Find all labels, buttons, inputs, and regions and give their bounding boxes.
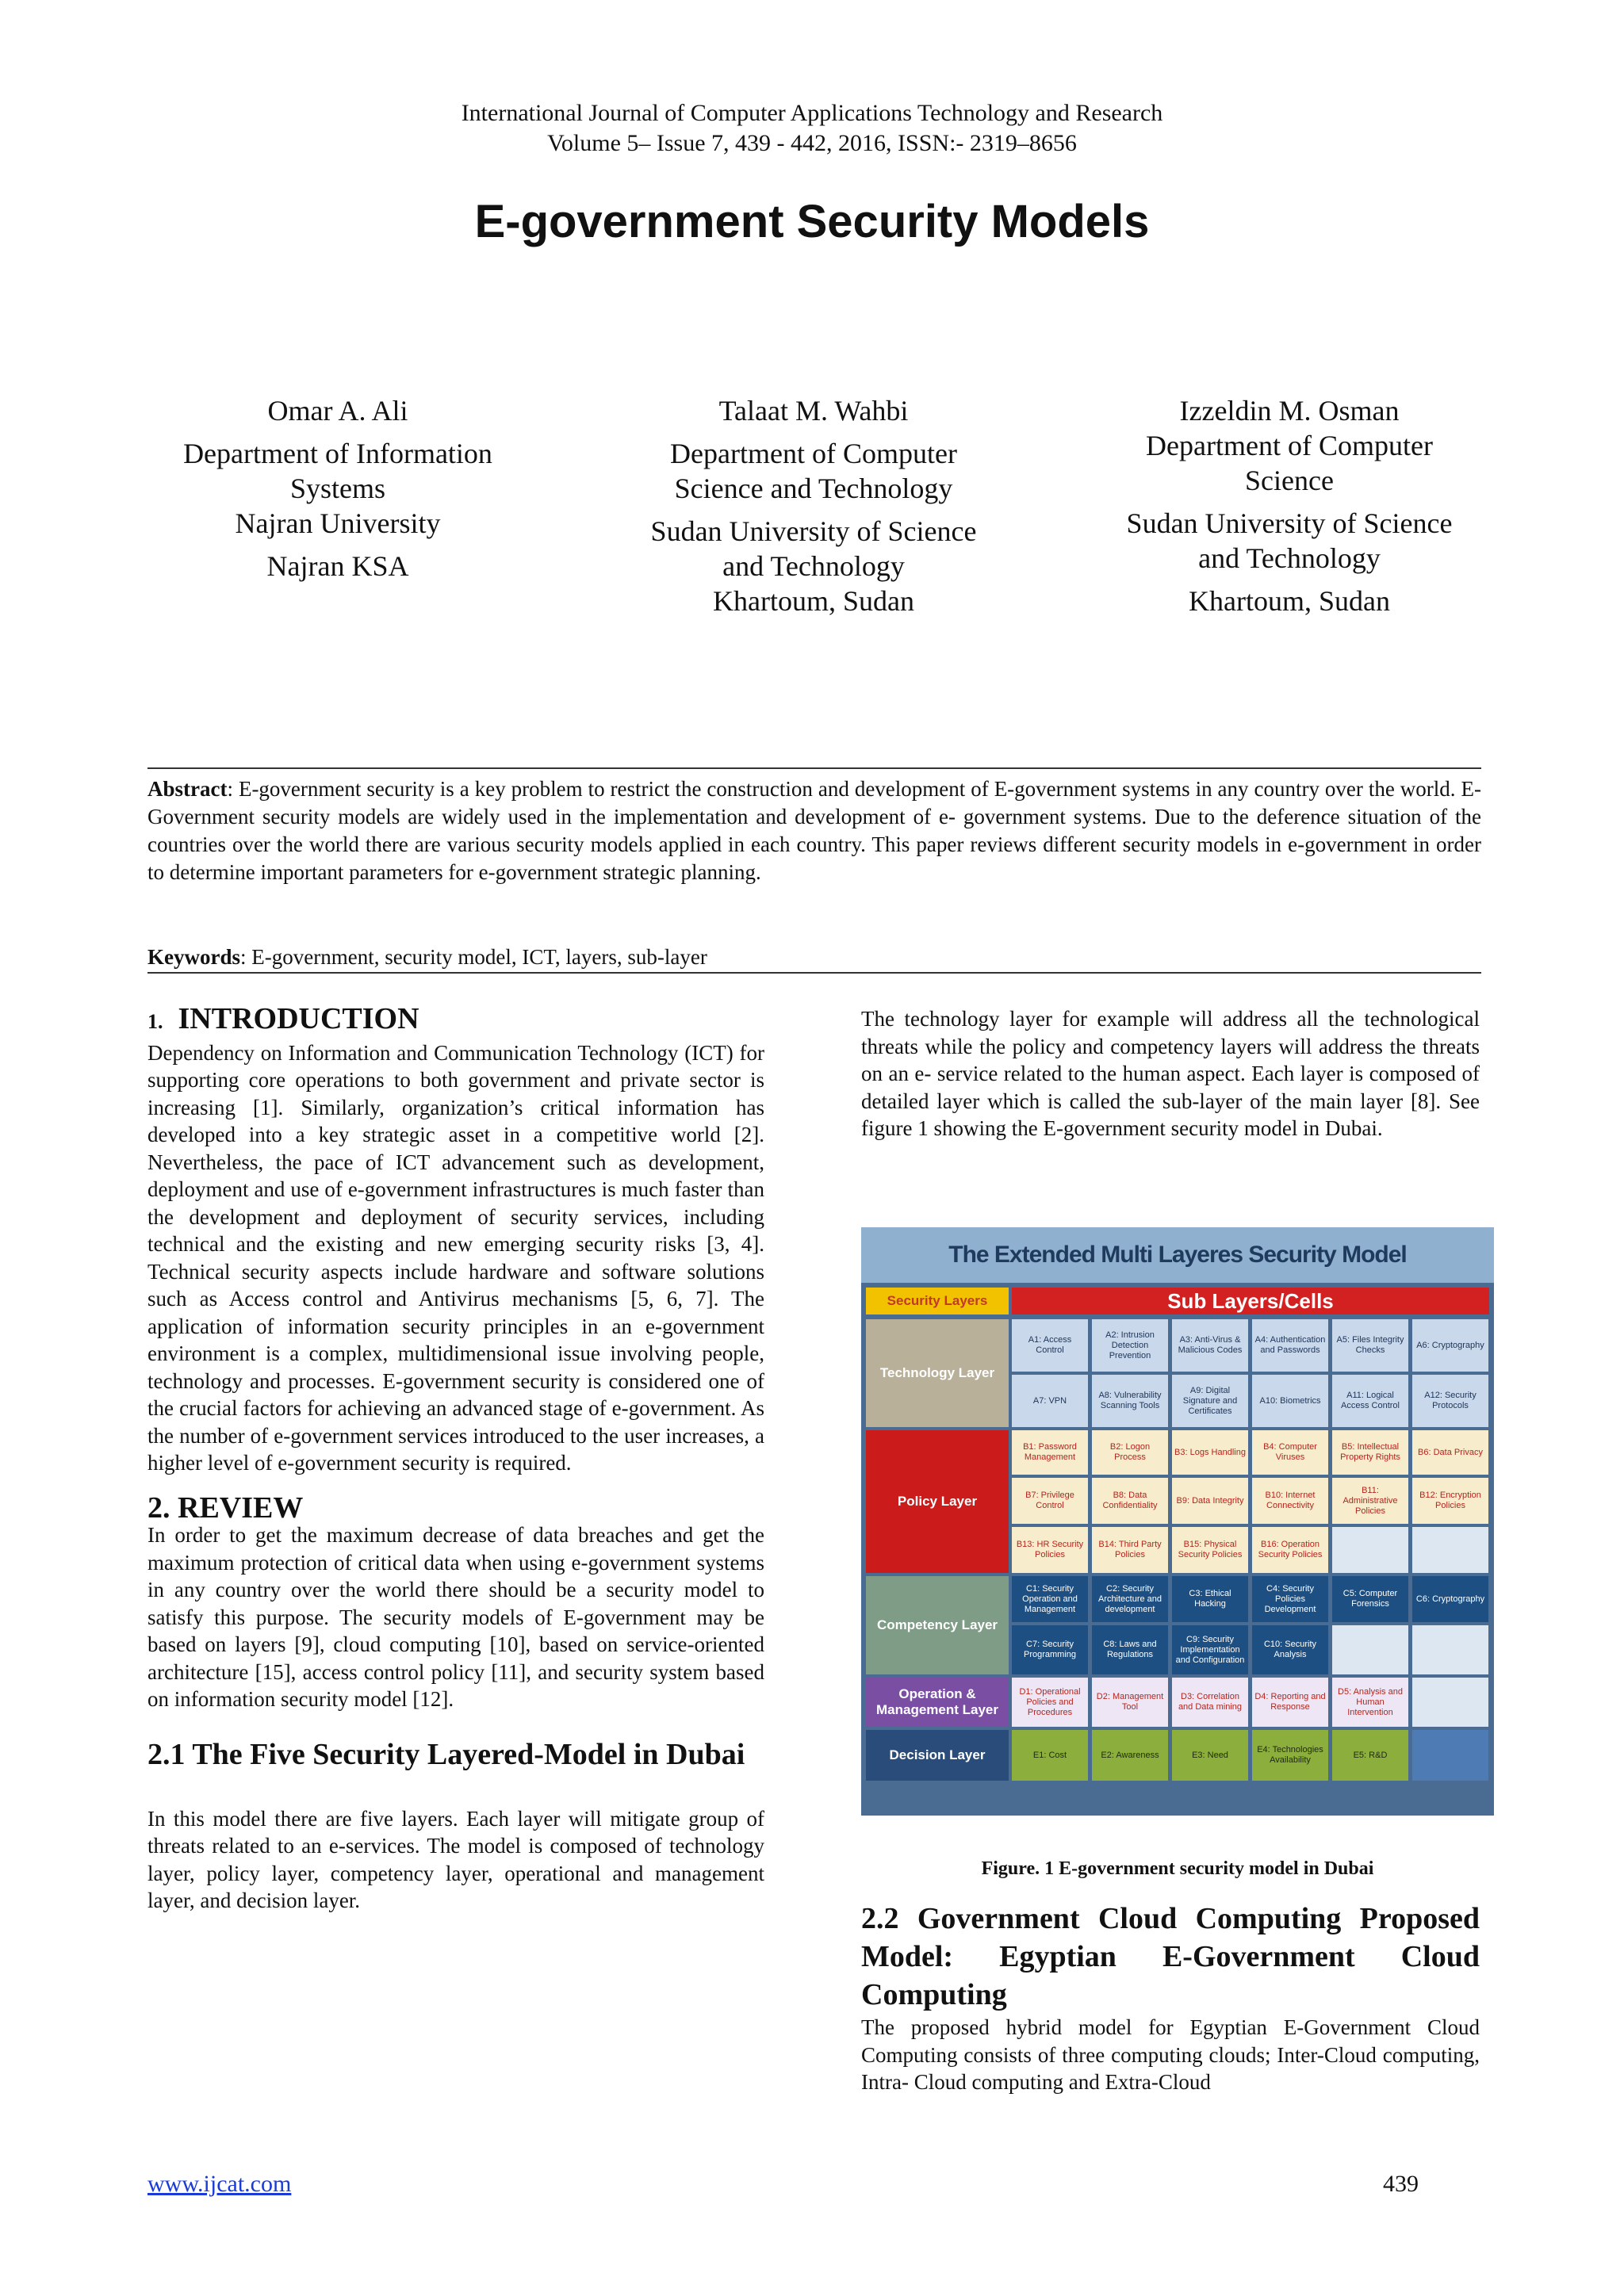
section-2-2-heading: 2.2 Government Cloud Computing Proposed Model: Egyptian E-Government Cloud Computing: [861, 1902, 1480, 2011]
figure-cell: A2: Intrusion Detection Prevention: [1092, 1319, 1168, 1372]
figure-cell: B5: Intellectual Property Rights: [1332, 1430, 1408, 1475]
abstract-text: : E-government security is a key problem to restrict the construction and development of E-government systems in any country over the world. E-Government security models are widely used in the implementation and development of e- government systems. Due to the deference situation of the countries over the world there are various security models applied in each country. This paper reviews different security models in e-government in order to determine important parameters for e-government strategic planning.: [147, 777, 1481, 884]
figure-cell: A8: Vulnerability Scanning Tools: [1092, 1375, 1168, 1427]
author-block-2: [623, 393, 1004, 618]
figure-cell: [1332, 1527, 1408, 1573]
figure-cell: B16: Operation Security Policies: [1252, 1527, 1328, 1573]
abstract: [147, 775, 1481, 886]
figure-title: The Extended Multi Layeres Security Model: [861, 1227, 1494, 1283]
figure-cell: B7: Privilege Control: [1012, 1478, 1088, 1524]
figure-cell: C2: Security Architecture and development: [1092, 1576, 1168, 1622]
abstract-top-rule: [147, 767, 1481, 769]
figure-cell: A6: Cryptography: [1412, 1319, 1488, 1372]
figure-layer-label: Technology Layer: [866, 1319, 1009, 1427]
figure-cell: A9: Digital Signature and Certificates: [1172, 1375, 1248, 1427]
section-2-1-heading: 2.1 The Five Security Layered-Model in Dubai: [147, 1737, 745, 1771]
figure-cell: E4: Technologies Availability: [1252, 1730, 1328, 1781]
author-affiliation-line: Khartoum, Sudan: [1189, 585, 1390, 617]
figure-cell: C3: Ethical Hacking: [1172, 1576, 1248, 1622]
figure-security-model: [861, 1227, 1494, 1816]
author-block-1: [147, 393, 528, 584]
figure-cell: [1332, 1625, 1408, 1674]
figure-cell: B13: HR Security Policies: [1012, 1527, 1088, 1573]
figure-layer-label: Policy Layer: [866, 1430, 1009, 1573]
right-column-top-text: The technology layer for example will address all the technological threats while the policy and competency layers will address the threats on an e- service related to the human aspect. Each layer is composed of detailed layer which is called the sub-layer of the main layer [8]. See figure 1 showing the E-government security model in Dubai.: [861, 1007, 1480, 1140]
figure-cell: A4: Authentication and Passwords: [1252, 1319, 1328, 1372]
figure-cell: B14: Third Party Policies: [1092, 1527, 1168, 1573]
review-text: In order to get the maximum decrease of data breaches and get the maximum protection of critical data when using e-government systems in any country over the world there should be a security model to satisfy this purpose. The security models of E-government may be based on layers [9], cloud computing [10], based on service-oriented architecture [15], access control policy [11], and security system based on information security model [12].: [147, 1523, 764, 1711]
figure-cell: C8: Laws and Regulations: [1092, 1625, 1168, 1674]
figure-layer-label: Competency Layer: [866, 1576, 1009, 1674]
author-affiliation-line: Najran University: [235, 507, 441, 539]
author-affiliation-line: Sudan University of Science: [1126, 507, 1453, 539]
figure-cell: B10: Internet Connectivity: [1252, 1478, 1328, 1524]
section-2-1-text: In this model there are five layers. Each layer will mitigate group of threats related to an e-services. The model is composed of technology layer, policy layer, competency layer, operational and management layer, and decision layer.: [147, 1806, 764, 1912]
figure-cell: [1412, 1527, 1488, 1573]
abstract-label: Abstract: [147, 777, 228, 801]
figure-cell: B2: Logon Process: [1092, 1430, 1168, 1475]
right-column-section-2-2: [861, 1900, 1480, 2096]
paper-title: E-government Security Models: [474, 196, 1150, 247]
figure-cell: A5: Files Integrity Checks: [1332, 1319, 1408, 1372]
author-name: Izzeldin M. Osman: [1179, 395, 1400, 427]
review-heading: 2. REVIEW: [147, 1490, 304, 1525]
figure-cell: C6: Cryptography: [1412, 1576, 1488, 1622]
figure-cell: D1: Operational Policies and Procedures: [1012, 1678, 1088, 1727]
page-number: 439: [1383, 2171, 1419, 2197]
author-affiliation-line: Department of Computer: [1146, 430, 1433, 461]
keywords-text: : E-government, security model, ICT, layers, sub-layer: [240, 945, 707, 969]
keywords: [147, 943, 1481, 971]
figure-cell: A10: Biometrics: [1252, 1375, 1328, 1427]
figure-cell: A11: Logical Access Control: [1332, 1375, 1408, 1427]
figure-cell: D3: Correlation and Data mining: [1172, 1678, 1248, 1727]
figure-cell: A1: Access Control: [1012, 1319, 1088, 1372]
figure-cell: [1412, 1678, 1488, 1727]
author-affiliation-line: Najran KSA: [266, 550, 409, 582]
journal-header: [0, 98, 1624, 159]
figure-cell: C7: Security Programming: [1012, 1625, 1088, 1674]
figure-cell: A12: Security Protocols: [1412, 1375, 1488, 1427]
figure-cell: E1: Cost: [1012, 1730, 1088, 1781]
author-affiliation-line: Department of Information: [183, 438, 492, 469]
journal-name: International Journal of Computer Applications Technology and Research: [461, 100, 1163, 126]
figure-cell: C1: Security Operation and Management: [1012, 1576, 1088, 1622]
journal-volume: Volume 5– Issue 7, 439 - 442, 2016, ISSN:- 2319–8656: [547, 130, 1077, 156]
author-affiliation-line: and Technology: [1198, 542, 1381, 574]
section-2-2-text: The proposed hybrid model for Egyptian E-Government Cloud Computing consists of three computing clouds; Inter-Cloud computing, Intra- Cloud computing and Extra-Cloud: [861, 2015, 1480, 2094]
intro-number: 1.: [147, 1010, 163, 1033]
figure-cell: B12: Encryption Policies: [1412, 1478, 1488, 1524]
intro-text: Dependency on Information and Communication Technology (ICT) for supporting core operations to both government and private sector is increasing [1]. Similarly, organization’s critical information has developed into a key strategic asset in a competitive world [2]. Nevertheless, the pace of ICT advancement such as development, deployment and use of e-government infrastructures is much faster than the development and deployment of security services, including technical and the existing and new emerging security risks [3, 4]. Technical security aspects include hardware and software solutions such as Access control and Antivirus mechanisms [5, 6, 7]. The application of information security principles in an e-government environment is a complex, multidimensional issue involving people, technology and processes. E-government security is considered one of the crucial factors for achieving an advanced stage of e-government. As the number of e-government services introduced to the user increases, a higher level of e-government security is required.: [147, 1040, 764, 1475]
figure-cell: B15: Physical Security Policies: [1172, 1527, 1248, 1573]
figure-cell: [1412, 1625, 1488, 1674]
figure-cell: C4: Security Policies Development: [1252, 1576, 1328, 1622]
figure-cell: E5: R&D: [1332, 1730, 1408, 1781]
author-affiliation-line: Sudan University of Science: [650, 515, 977, 547]
intro-heading-text: INTRODUCTION: [178, 1002, 419, 1035]
figure-sub-layers-label: Sub Layers/Cells: [1012, 1288, 1489, 1314]
figure-cell: B4: Computer Viruses: [1252, 1430, 1328, 1475]
figure-layer-label: Decision Layer: [866, 1730, 1009, 1781]
left-column: [147, 1002, 764, 1915]
footer-website-link[interactable]: www.ijcat.com: [147, 2171, 292, 2197]
author-affiliation-line: Khartoum, Sudan: [713, 585, 914, 617]
figure-cell: B8: Data Confidentiality: [1092, 1478, 1168, 1524]
figure-cell: [1412, 1730, 1488, 1781]
author-name: Omar A. Ali: [267, 395, 408, 427]
figure-cell: B11: Administrative Policies: [1332, 1478, 1408, 1524]
figure-layer-label: Operation & Management Layer: [866, 1678, 1009, 1727]
figure-security-layers-label: Security Layers: [866, 1288, 1009, 1314]
figure-caption: Figure. 1 E-government security model in Dubai: [981, 1858, 1374, 1879]
figure-cell: B9: Data Integrity: [1172, 1478, 1248, 1524]
figure-cell: C5: Computer Forensics: [1332, 1576, 1408, 1622]
figure-cell: E2: Awareness: [1092, 1730, 1168, 1781]
intro-heading: [147, 1002, 764, 1036]
author-affiliation-line: Science and Technology: [674, 473, 953, 504]
author-affiliation-line: Department of Computer: [670, 438, 957, 469]
author-affiliation-line: Science: [1245, 465, 1334, 496]
figure-cell: B6: Data Privacy: [1412, 1430, 1488, 1475]
figure-cell: A7: VPN: [1012, 1375, 1088, 1427]
figure-cell: B1: Password Management: [1012, 1430, 1088, 1475]
figure-cell: D4: Reporting and Response: [1252, 1678, 1328, 1727]
author-name: Talaat M. Wahbi: [718, 395, 909, 427]
figure-cell: D2: Management Tool: [1092, 1678, 1168, 1727]
figure-cell: C9: Security Implementation and Configuration: [1172, 1625, 1248, 1674]
author-affiliation-line: and Technology: [722, 550, 905, 582]
keywords-bottom-rule: [147, 972, 1481, 974]
figure-cell: A3: Anti-Virus & Malicious Codes: [1172, 1319, 1248, 1372]
author-block-3: [1099, 393, 1480, 618]
figure-cell: E3: Need: [1172, 1730, 1248, 1781]
keywords-label: Keywords: [147, 945, 240, 969]
figure-cell: C10: Security Analysis: [1252, 1625, 1328, 1674]
figure-cell: B3: Logs Handling: [1172, 1430, 1248, 1475]
figure-cell: D5: Analysis and Human Intervention: [1332, 1678, 1408, 1727]
author-affiliation-line: Systems: [289, 473, 386, 504]
